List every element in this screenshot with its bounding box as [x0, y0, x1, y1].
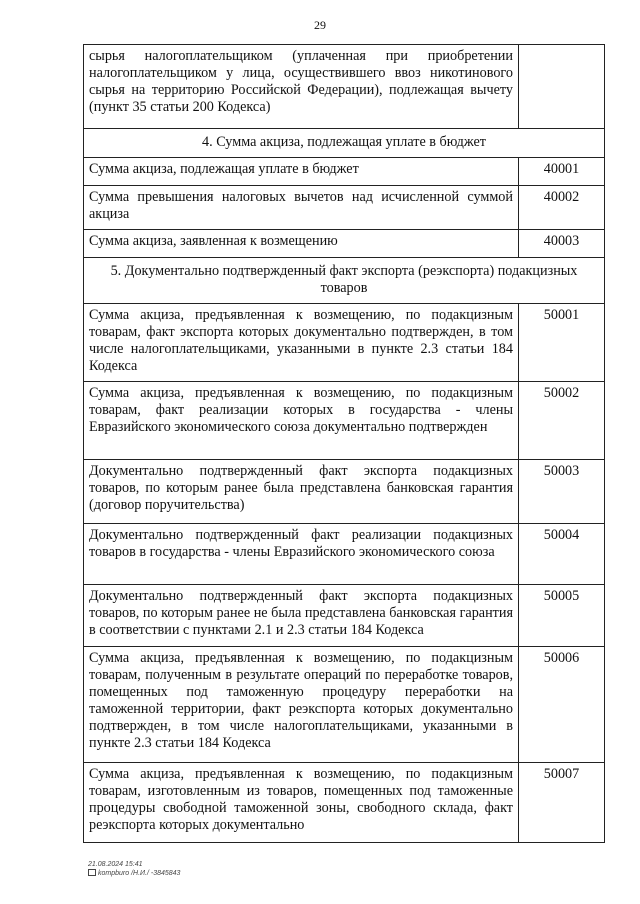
row-description: сырья налогоплательщиком (уплаченная при приобретении налогоплательщиком у лица, осуществившего ввоз никотинового сырья на территорию Российской Федерации), подлежащая вычету (пункт 35 статьи 200 Кодекса): [84, 45, 519, 129]
section-title: 4. Сумма акциза, подлежащая уплате в бюджет: [84, 129, 605, 158]
table-row: [84, 158, 605, 186]
row-description: Сумма акциза, предъявленная к возмещению, по подакцизным товарам, факт экспорта которых документально подтвержден, в том числе налогоплательщиками, указанными в пункте 2.3 статьи 184 Кодекса: [84, 304, 519, 382]
row-description: Сумма акциза, заявленная к возмещению: [84, 230, 519, 258]
footer-date: 21.08.2024 15:41: [88, 861, 143, 868]
row-code: 50002: [519, 382, 605, 460]
row-description: Сумма акциза, предъявленная к возмещению, по подакцизным товарам, факт реализации которых в государства - члены Евразийского экономического союза документально подтвержден: [84, 382, 519, 460]
row-description: Документально подтвержденный факт экспорта подакцизных товаров, по которым ранее была представлена банковская гарантия (договор поручительства): [84, 460, 519, 524]
page-number: 29: [314, 18, 326, 32]
row-code: 50007: [519, 763, 605, 843]
row-code: 40003: [519, 230, 605, 258]
footer-user: kompburo /Н.И./ -3845843: [98, 870, 181, 877]
envelope-icon: [88, 869, 96, 876]
footer-user-line: [88, 869, 180, 878]
row-code: 40001: [519, 158, 605, 186]
row-description: Документально подтвержденный факт реализации подакцизных товаров в государства - члены Евразийского экономического союза: [84, 524, 519, 585]
row-code: 50001: [519, 304, 605, 382]
table-row: [84, 186, 605, 230]
row-description: Сумма акциза, подлежащая уплате в бюджет: [84, 158, 519, 186]
section-header-row: [84, 258, 605, 304]
row-code: 50006: [519, 647, 605, 763]
row-code: 50005: [519, 585, 605, 647]
table-row: [84, 304, 605, 382]
table-row: [84, 524, 605, 585]
row-description: Сумма акциза, предъявленная к возмещению, по подакцизным товарам, полученным в результате операций по переработке товаров, помещенных под таможенную процедуру переработки на таможенной территории, факт реэкспорта которых документально подтвержден, в том числе налогоплательщиками, указанными в пункте 2.3 статьи 184 Кодекса: [84, 647, 519, 763]
table-row: [84, 230, 605, 258]
table-row: [84, 45, 605, 129]
excise-table: [83, 44, 605, 843]
table-row: [84, 647, 605, 763]
row-description: Сумма акциза, предъявленная к возмещению, по подакцизным товарам, изготовленным из товаров, помещенных под таможенные процедуры свободной таможенной зоны, свободного склада, факт реэкспорта которых документально: [84, 763, 519, 843]
table-row: [84, 585, 605, 647]
row-description: Документально подтвержденный факт экспорта подакцизных товаров, по которым ранее не была представлена банковская гарантия в соответствии с пунктами 2.1 и 2.3 статьи 184 Кодекса: [84, 585, 519, 647]
table-row: [84, 460, 605, 524]
section-header-row: [84, 129, 605, 158]
table-row: [84, 763, 605, 843]
document-footer: [88, 860, 180, 878]
table-row: [84, 382, 605, 460]
row-code: 50004: [519, 524, 605, 585]
row-code: 40002: [519, 186, 605, 230]
section-title: 5. Документально подтвержденный факт экспорта (реэкспорта) подакцизных товаров: [84, 258, 605, 304]
row-description: Сумма превышения налоговых вычетов над исчисленной суммой акциза: [84, 186, 519, 230]
row-code: [519, 45, 605, 129]
row-code: 50003: [519, 460, 605, 524]
